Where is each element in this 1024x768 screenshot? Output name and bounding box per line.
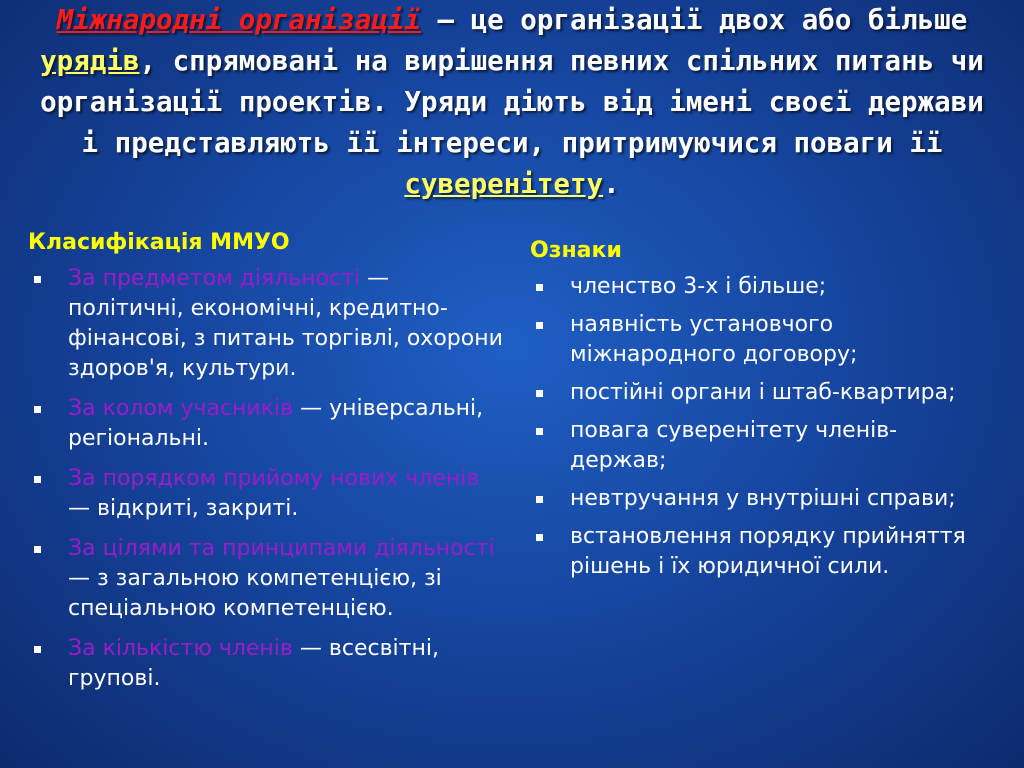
classification-column (28, 228, 508, 704)
list-item (530, 416, 990, 476)
list-item (28, 534, 508, 624)
square-bullet-icon (536, 496, 543, 503)
square-bullet-icon (34, 646, 41, 653)
item-text: — всесвітні, групові. (68, 636, 439, 691)
features-column (530, 236, 990, 590)
list-item (28, 634, 508, 694)
square-bullet-icon (34, 406, 41, 413)
item-text: невтручання у внутрішні справи; (570, 486, 956, 511)
title-link-governments[interactable]: урядів (40, 45, 140, 77)
square-bullet-icon (536, 390, 543, 397)
list-item (530, 522, 990, 582)
list-item (530, 378, 990, 408)
square-bullet-icon (34, 476, 41, 483)
slide-title (40, 0, 984, 205)
item-lead: За цілями та принципами діяльності (68, 536, 495, 561)
title-text-3: . (603, 168, 620, 200)
item-text: — відкриті, закриті. (68, 496, 299, 521)
list-item (530, 484, 990, 514)
list-item (28, 464, 508, 524)
square-bullet-icon (536, 284, 543, 291)
list-item (28, 394, 508, 454)
title-link-sovereignty[interactable]: суверенітету (404, 168, 604, 200)
classification-heading: Класифікація ММУО (28, 230, 290, 255)
item-text: членство 3-х і більше; (570, 274, 827, 299)
item-lead: За кількістю членів (68, 636, 293, 661)
item-text: — з загальною компетенцією, зі спеціальною компетенцією. (68, 566, 442, 621)
title-text-1: — це організації двох або більше (420, 4, 968, 36)
square-bullet-icon (536, 322, 543, 329)
square-bullet-icon (34, 276, 41, 283)
item-text: встановлення порядку прийняття рішень і їх юридичної сили. (570, 524, 966, 579)
classification-list (28, 264, 508, 694)
item-lead: За порядком прийому нових членів (68, 466, 480, 491)
features-heading: Ознаки (530, 238, 622, 263)
square-bullet-icon (34, 546, 41, 553)
item-text: — універсальні, регіональні. (68, 396, 484, 451)
item-lead: За колом учасників (68, 396, 294, 421)
list-item (530, 310, 990, 370)
title-text-2: , спрямовані на вирішення певних спільних питань чи організації проектів. Уряди діють від імені своєї держави і представляють її інтереси, притримуючися поваги її (40, 45, 984, 159)
item-lead: За предметом діяльності (68, 266, 361, 291)
list-item (28, 264, 508, 384)
list-item (530, 272, 990, 302)
features-list (530, 272, 990, 582)
square-bullet-icon (536, 428, 543, 435)
item-text: — політичні, економічні, кредитно-фінансові, з питань торгівлі, охорони здоров'я, культури. (68, 266, 503, 381)
item-text: наявність установчого міжнародного договору; (570, 312, 858, 367)
item-text: постійні органи і штаб-квартира; (570, 380, 956, 405)
title-term: Міжнародні організації (56, 4, 421, 36)
square-bullet-icon (536, 534, 543, 541)
item-text: повага суверенітету членів-держав; (570, 418, 898, 473)
